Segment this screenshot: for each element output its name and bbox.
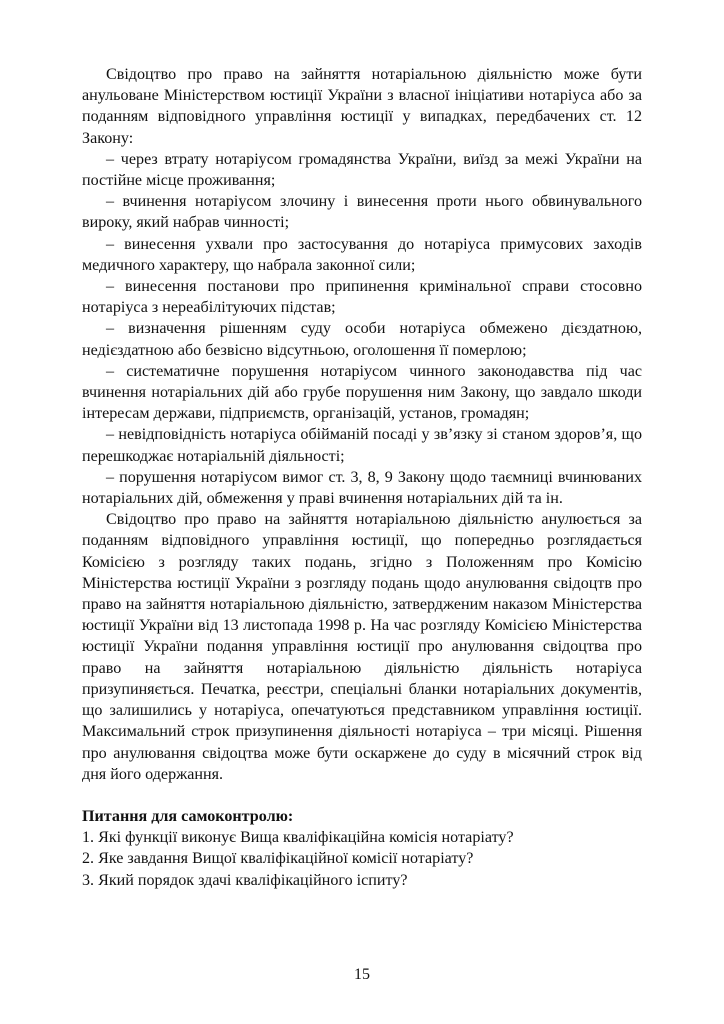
list-item: – винесення постанови про припинення кримінальної справи стосовно нотаріуса з нереабілітуючих підстав;	[82, 278, 642, 317]
list-item: – порушення нотаріусом вимог ст. 3, 8, 9 Закону щодо таємниці вчинюваних нотаріальних дій, обмеження у праві вчинення нотаріальних дій та ін.	[82, 468, 642, 508]
question-item: 1. Які функції виконує Вища кваліфікаційна комісія нотаріату?	[82, 829, 514, 847]
question-item: 2. Яке завдання Вищої кваліфікаційної комісії нотаріату?	[82, 850, 474, 868]
list-item: – через втрату нотаріусом громадянства України, виїзд за межі України на постійне місце проживання;	[82, 150, 642, 190]
paragraph-annulment-procedure: Свідоцтво про право на зайняття нотаріальною діяльністю анулюється за поданням відповідного управління юстиції, що попередньо розглядається Комісією з розгляду таких подань, згідно з Положенням про Комісію Міністерства юстиції України з розгляду подань щодо анулювання свідоцтв про право на зайняття нотаріальною діяльністю, затвердженим наказом Міністерства юстиції України від 13 листопада 1998 р. На час розгляду Комісією Міністерства юстиції України подання управління юстиції про анулювання свідоцтва про право на зайняття нотаріальною діяльністю діяльність нотаріуса призупиняється. Печатка, реєстри, спеціальні бланки нотаріальних документів, що залишились у нотаріуса, опечатуються представником управління юстиції. Максимальний строк призупинення діяльності нотаріуса – три місяці. Рішення про анулювання свідоцтва може бути оскаржене до суду в місячний строк від дня його одержання.	[82, 511, 642, 783]
question-item: 3. Який порядок здачі кваліфікаційного іспиту?	[82, 871, 408, 889]
self-check-heading: Питання для самоконтролю:	[82, 807, 294, 825]
paragraph-revocation-grounds: Свідоцтво про право на зайняття нотаріальною діяльністю може бути анульоване Міністерством юстиції України з власної ініціативи нотаріуса або за поданням відповідного управління юстиції у випадках, передбачених ст. 12 Закону:	[82, 66, 642, 147]
list-item: – винесення ухвали про застосування до нотаріуса примусових заходів медичного характеру, що набрала законної сили;	[82, 235, 642, 274]
list-item: – невідповідність нотаріуса обійманій посаді у зв’язку зі станом здоров’я, що перешкоджає нотаріальній діяльності;	[82, 426, 642, 465]
page-number: 15	[354, 966, 370, 983]
grounds-list	[82, 149, 642, 509]
self-check-section	[82, 806, 642, 891]
list-item: – визначення рішенням суду особи нотаріуса обмежено дієздатною, недієздатною або безвісно відсутньою, оголошення її померлою;	[82, 320, 642, 359]
list-item: – систематичне порушення нотаріусом чинного законодавства під час вчинення нотаріальних дій або грубе порушення ним Закону, що завдало шкоди інтересам держави, підприємств, організацій, установ, громадян;	[82, 362, 642, 423]
list-item: – вчинення нотаріусом злочину і винесення проти нього обвинувального вироку, який набрав чинності;	[82, 193, 642, 232]
page-body	[82, 64, 642, 891]
section-spacer	[82, 785, 642, 806]
